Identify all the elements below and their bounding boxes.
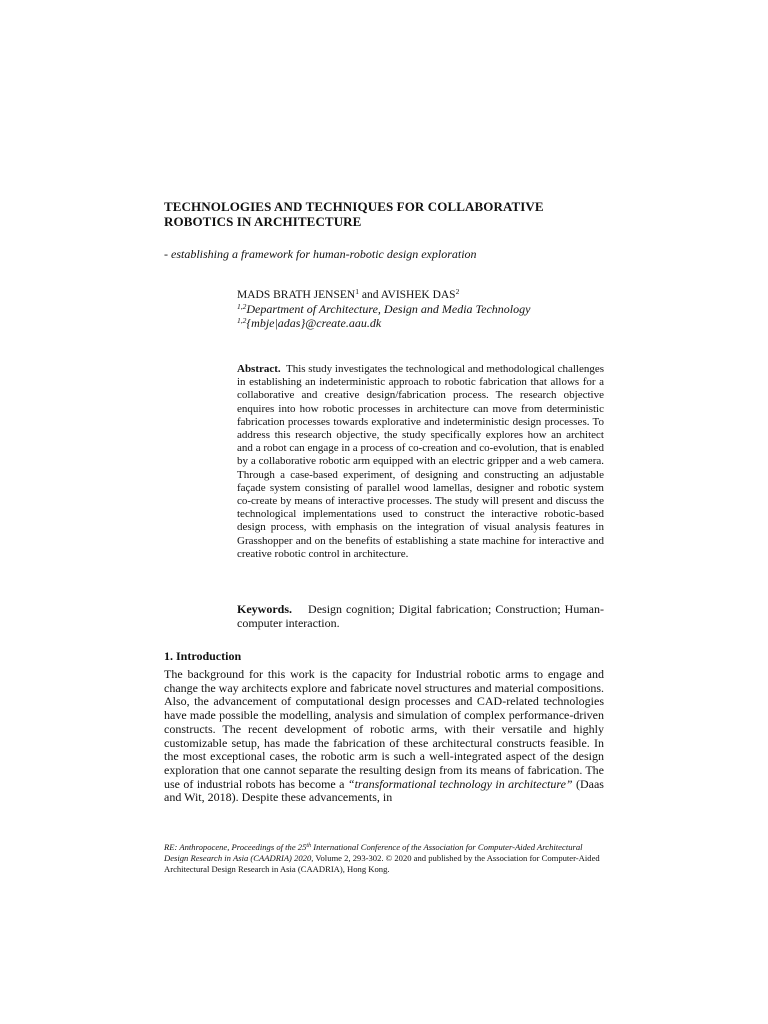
introduction-paragraph: [164, 668, 604, 805]
author-block: [237, 288, 607, 330]
footer-part-3: , Volume 2, 293-302. © 2020 and published by the Association for Computer-Aided Architectural Design Research in Asia (CAADRIA), Hong Kong.: [164, 853, 600, 874]
publication-footer: [164, 842, 604, 875]
paper-subtitle: - establishing a framework for human-robotic design exploration: [164, 247, 477, 261]
affiliation-superscript: 1,2: [237, 302, 247, 311]
footer-superscript: th: [306, 843, 312, 849]
keywords: [237, 602, 604, 630]
author-affiliation: [237, 302, 607, 316]
author-1-superscript: 1: [355, 287, 359, 296]
paper-title-line-2: ROBOTICS IN ARCHITECTURE: [164, 214, 362, 229]
abstract-label: Abstract.: [237, 363, 281, 375]
paper-title-line-1: TECHNOLOGIES AND TECHNIQUES FOR COLLABORATIVE: [164, 199, 544, 214]
author-email: [237, 316, 607, 330]
affiliation-text: Department of Architecture, Design and Media Technology: [246, 302, 531, 316]
paper-title: [164, 199, 604, 229]
introduction-text-1: The background for this work is the capacity for Industrial robotic arms to engage and change the way architects explore and fabricate novel structures and material compositions. Also, the advancement of computational design processes and CAD-related technologies have made possible the modelling, analysis and simulation of complex performance-driven constructs. The recent development of robotic arms, with their versatile and highly customizable setup, has made the fabrication of these architectural constructs feasible. In the most exceptional cases, the robotic arm is such a well-integrated aspect of the design exploration that one cannot separate the resulting design from its means of fabrication. The use of industrial robots has become a: [164, 667, 604, 791]
introduction-quote: “transformational technology in architecture”: [347, 776, 573, 791]
abstract: [237, 363, 604, 561]
author-1-name: MADS BRATH JENSEN: [237, 289, 356, 301]
email-superscript: 1,2: [237, 316, 247, 325]
footer-part-2: International Conference of the Association for Computer-Aided Architectural Design Research in Asia (CAADRIA) 2020: [164, 842, 583, 863]
email-text: {mbje|adas}@create.aau.dk: [246, 316, 382, 330]
keywords-label: Keywords.: [237, 602, 292, 616]
section-heading-introduction: 1. Introduction: [164, 649, 242, 663]
author-conjunction: and: [358, 289, 381, 301]
introduction-text-2: (Daas and Wit, 2018). Despite these advancements, in: [164, 776, 604, 805]
author-2-superscript: 2: [455, 287, 460, 296]
author-names: [237, 288, 607, 302]
author-2-name: AVISHEK DAS: [380, 289, 456, 301]
abstract-text: This study investigates the technological and methodological challenges in establishing an indeterministic approach to robotic fabrication that allows for a collaborative and creative design/fabrication process. The research objective enquires into how robotic processes in architecture can move from deterministic fabrication processes towards explorative and indeterministic design processes. To address this research objective, the study specifically explores how an architect and a robot can engage in a process of co-creation and co-evolution, that is enabled by a collaborative robotic arm equipped with an electric gripper and a web camera. Through a case-based experiment, of designing and constructing an adjustable façade system consisting of parallel wood lamellas, designer and robotic system co-create by means of interactive processes. The study will present and discuss the technological implementations used to construct the interactive robotic-based design process, with emphasis on the integration of visual analysis features in Grasshopper and on the benefits of establishing a state machine for interactive and creative robotic control in architecture.: [237, 363, 605, 560]
keywords-text: Design cognition; Digital fabrication; Construction; Human-computer interaction.: [237, 602, 605, 630]
footer-part-1: RE: Anthropocene, Proceedings of the 25: [164, 842, 307, 852]
